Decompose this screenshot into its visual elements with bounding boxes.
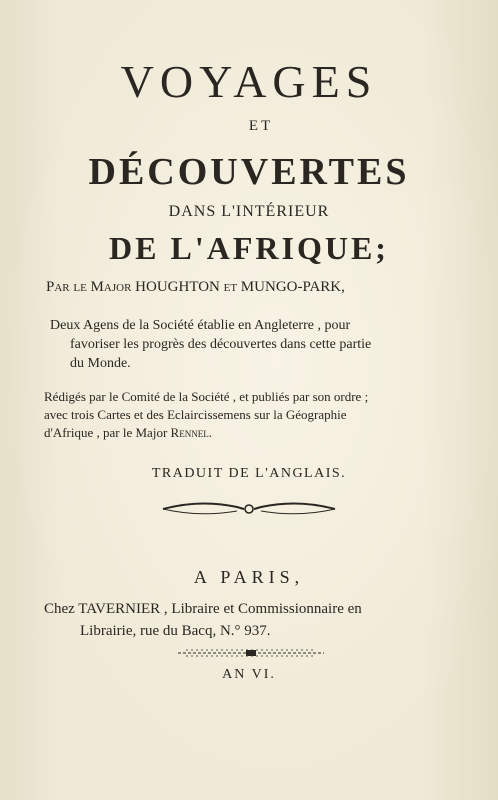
redaction-prefix: d'Afrique , par le Major [44,425,171,440]
imprint-publisher-line: Chez TAVERNIER , Libraire et Commissionnaire en [44,601,362,617]
description-line: du Monde. [70,356,131,371]
title-decouvertes: DÉCOUVERTES [88,151,410,193]
title-et: ET [248,118,274,134]
authors-line: Par le Major HOUGHTON et MUNGO-PARK, [46,279,345,295]
redaction-line: Rédigés par le Comité de la Société , et publiés par son ordre ; [44,389,369,404]
date-an-vi: AN VI. [222,667,276,682]
redaction-line [44,423,212,442]
description-line: favoriser les progrès des découvertes dans cette partie [70,337,372,352]
imprint-publisher-line: Librairie, rue du Bacq, N.° 937. [80,623,271,639]
ornament-rule-icon [176,646,326,660]
description-line: Deux Agens de la Société établie en Angleterre , pour [50,318,351,333]
ornament-divider-icon [159,499,339,519]
title-dans-interieur: DANS L'INTÉRIEUR [168,203,330,220]
imprint-city: A PARIS, [193,567,305,587]
title-afrique: DE L'AFRIQUE; [109,230,389,266]
redaction-line: avec trois Cartes et des Eclaircissemens sur la Géographie [44,407,347,422]
translation-note: TRADUIT DE L'ANGLAIS. [151,466,347,481]
redaction-name: Rennel. [170,425,212,440]
title-voyages: VOYAGES [120,56,378,107]
